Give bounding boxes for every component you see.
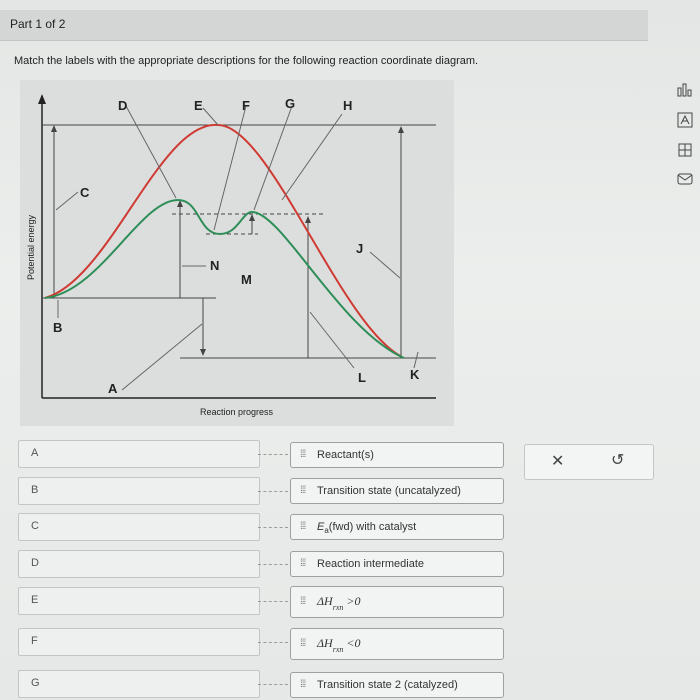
- reaction-coordinate-diagram: [20, 80, 454, 426]
- diagram-letter-d: D: [118, 98, 128, 113]
- drop-row-c[interactable]: [18, 513, 260, 541]
- diagram-letter-l: L: [358, 370, 366, 385]
- drop-row-d[interactable]: [18, 550, 260, 578]
- leader-j: [370, 252, 400, 278]
- instructions-text: Match the labels with the appropriate descriptions for the following reaction coordinate diagram.: [14, 55, 479, 67]
- leader-l: [310, 312, 354, 368]
- choice-ts-uncatalyzed[interactable]: [290, 478, 504, 504]
- connector-line: [258, 684, 288, 685]
- row-letter: D: [31, 557, 39, 569]
- connector-line: [258, 601, 288, 602]
- uncatalyzed-curve: [45, 125, 402, 357]
- clear-icon[interactable]: ✕: [551, 453, 565, 470]
- drop-row-b[interactable]: [18, 477, 260, 505]
- part-header-bar: [0, 10, 648, 41]
- text-icon[interactable]: [676, 112, 694, 130]
- choice-intermediate[interactable]: [290, 551, 504, 577]
- choice-label: $\Delta H_{rxn} <0$: [317, 636, 361, 654]
- leader-h: [282, 114, 342, 200]
- drop-row-a[interactable]: [18, 440, 260, 468]
- row-letter: E: [31, 594, 39, 606]
- grid-icon[interactable]: [676, 142, 694, 160]
- drop-row-e[interactable]: [18, 587, 260, 615]
- drag-handle-icon: ⁞⁞⁞: [300, 485, 306, 496]
- choice-ts2-catalyzed[interactable]: [290, 672, 504, 698]
- diagram-letter-e: E: [194, 98, 203, 113]
- diagram-letter-f: F: [242, 98, 250, 113]
- choice-delta-h-negative[interactable]: [290, 628, 504, 660]
- diagram-letter-a: A: [108, 381, 118, 396]
- leader-c: [56, 192, 78, 210]
- choice-label: Reaction intermediate: [317, 558, 425, 570]
- choice-label: Transition state (uncatalyzed): [317, 485, 461, 497]
- diagram-letter-j: J: [356, 241, 364, 256]
- catalyzed-curve: [45, 200, 404, 358]
- drag-handle-icon: ⁞⁞⁞: [300, 449, 306, 460]
- row-letter: G: [31, 677, 40, 689]
- connector-line: [258, 527, 288, 528]
- drag-handle-icon: ⁞⁞⁞: [300, 521, 306, 532]
- chart-icon[interactable]: [676, 82, 694, 100]
- diagram-letter-c: C: [80, 185, 90, 200]
- choice-label: Transition state 2 (catalyzed): [317, 679, 458, 691]
- row-letter: B: [31, 484, 39, 496]
- part-label: Part 1 of 2: [10, 17, 66, 31]
- connector-line: [258, 454, 288, 455]
- leader-a: [122, 324, 202, 390]
- diagram-letter-g: G: [285, 96, 296, 111]
- leader-k: [414, 352, 418, 368]
- drag-handle-icon: ⁞⁞⁞: [300, 596, 306, 607]
- x-axis-label: Reaction progress: [200, 407, 274, 417]
- diagram-letter-k: K: [410, 367, 420, 382]
- drag-handle-icon: ⁞⁞⁞: [300, 679, 306, 690]
- row-letter: F: [31, 635, 38, 647]
- drag-handle-icon: ⁞⁞⁞: [300, 558, 306, 569]
- drag-handle-icon: ⁞⁞⁞: [300, 638, 306, 649]
- answer-actions: [524, 444, 654, 480]
- row-letter: A: [31, 447, 39, 459]
- diagram-letter-h: H: [343, 98, 353, 113]
- connector-line: [258, 564, 288, 565]
- drop-row-f[interactable]: [18, 628, 260, 656]
- side-toolbar: [676, 82, 698, 202]
- drop-row-g[interactable]: [18, 670, 260, 698]
- y-axis-arrow: [38, 94, 46, 104]
- row-letter: C: [31, 520, 39, 532]
- diagram-letter-m: M: [241, 272, 252, 287]
- diagram-letter-b: B: [53, 320, 63, 335]
- choice-ea-catalyst[interactable]: [290, 514, 504, 540]
- choice-delta-h-positive[interactable]: [290, 586, 504, 618]
- connector-line: [258, 642, 288, 643]
- diagram-letter-n: N: [210, 258, 220, 273]
- choice-label: Reactant(s): [317, 449, 374, 461]
- choice-label: $\Delta H_{rxn} >0$: [317, 594, 361, 612]
- y-axis-label: Potential energy: [26, 214, 36, 280]
- connector-line: [258, 491, 288, 492]
- mail-icon[interactable]: [676, 172, 694, 190]
- choice-label: $E_a(fwd)$ with catalyst: [317, 521, 417, 536]
- undo-icon[interactable]: ↺: [611, 452, 625, 469]
- leader-d: [126, 106, 176, 198]
- leader-e: [203, 108, 218, 125]
- choice-reactants[interactable]: [290, 442, 504, 468]
